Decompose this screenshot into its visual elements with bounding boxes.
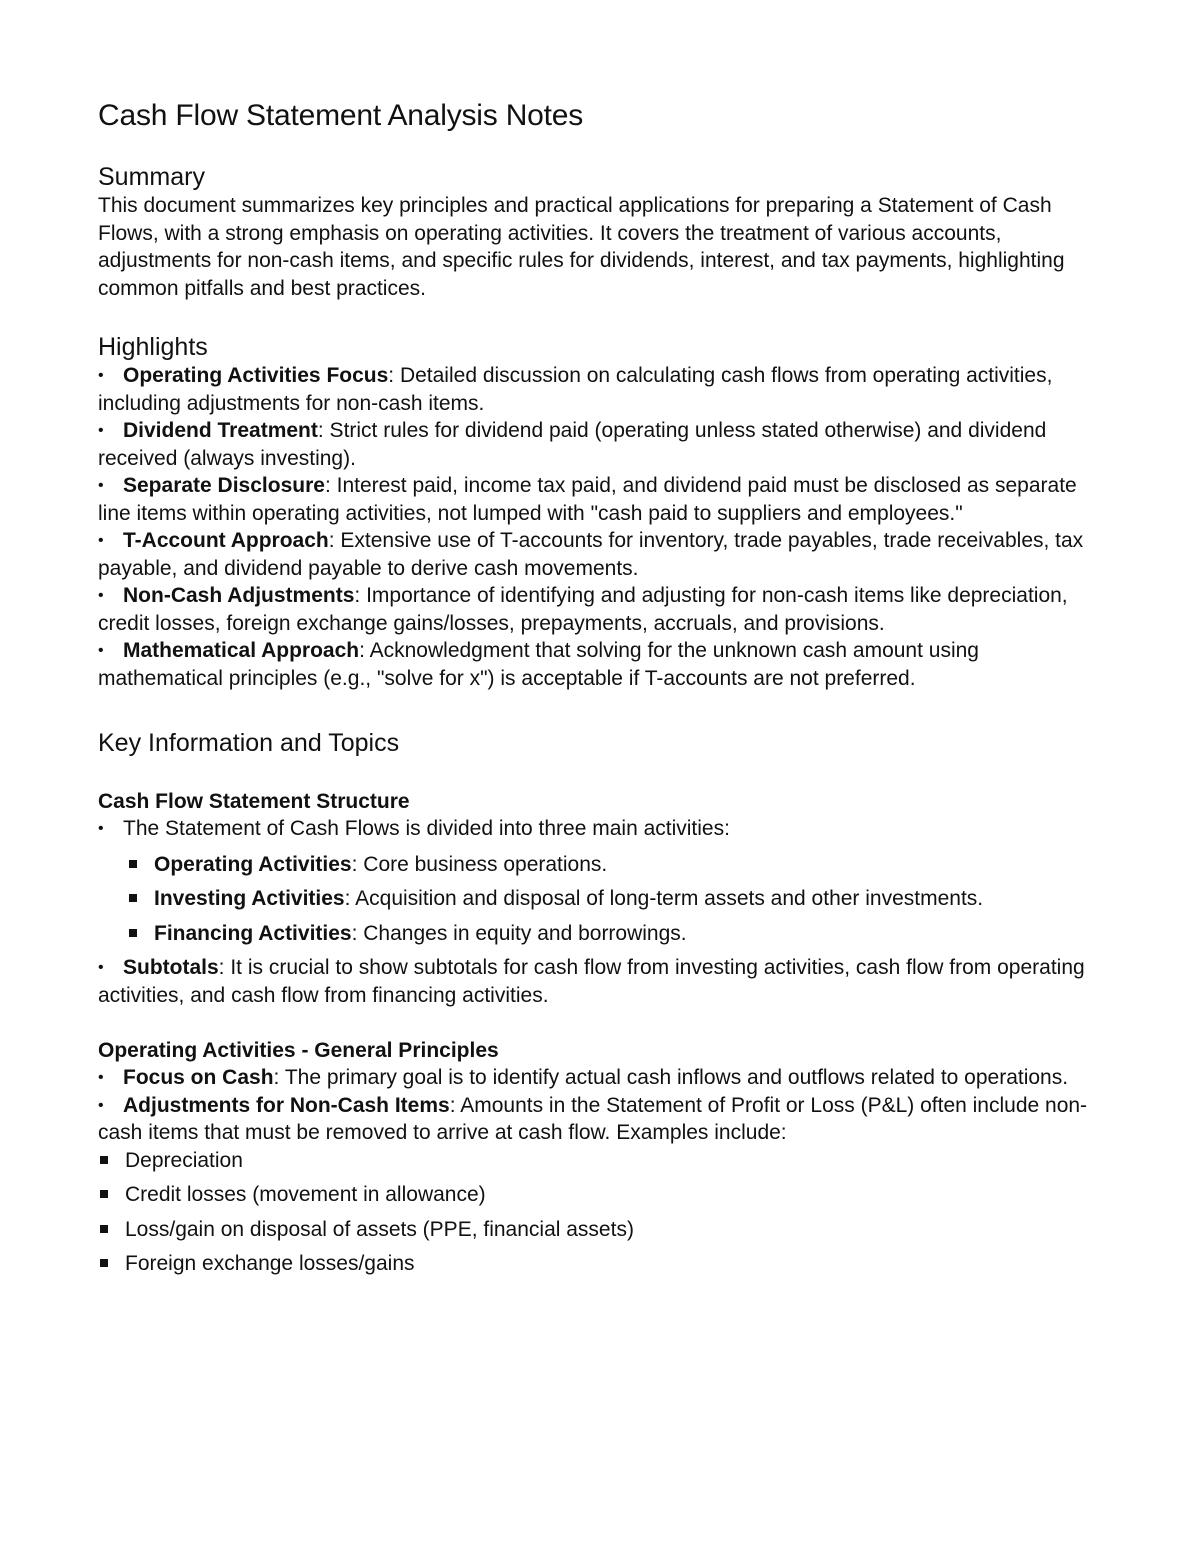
example-item: Credit losses (movement in allowance) — [98, 1181, 1108, 1209]
highlight-item — [98, 417, 1108, 472]
summary-heading: Summary — [98, 163, 205, 191]
square-bullet-icon — [129, 929, 137, 937]
square-bullet-icon — [100, 1156, 108, 1164]
highlights-list — [98, 362, 1108, 692]
key-info-heading: Key Information and Topics — [98, 729, 400, 757]
activity-item — [98, 920, 1108, 948]
adjustments-text: : Amounts in the Statement of Profit or Loss (P&L) often include non-cash items that must be removed to arrive at cash flow. Examples include: — [98, 1093, 1088, 1144]
subtotals-item — [98, 954, 1108, 1009]
bullet-icon: • — [98, 820, 104, 837]
example-item: Loss/gain on disposal of assets (PPE, financial assets) — [98, 1216, 1108, 1244]
activity-label: Investing Activities — [154, 887, 345, 910]
highlight-label: Non-Cash Adjustments — [123, 584, 355, 607]
focus-label: Focus on Cash — [123, 1066, 274, 1089]
example-item: Foreign exchange losses/gains — [98, 1250, 1108, 1278]
structure-heading: Cash Flow Statement Structure — [98, 790, 410, 813]
bullet-icon: • — [98, 532, 104, 549]
activity-item — [98, 851, 1108, 879]
square-bullet-icon — [129, 860, 137, 868]
focus-text: : The primary goal is to identify actual cash inflows and outflows related to operations. — [273, 1066, 1069, 1089]
focus-item — [98, 1064, 1108, 1092]
highlight-item — [98, 527, 1108, 582]
highlight-label: Separate Disclosure — [123, 474, 325, 497]
highlight-label: Operating Activities Focus — [123, 364, 389, 387]
bullet-icon: • — [98, 1096, 104, 1114]
bullet-icon: • — [98, 477, 104, 494]
bullet-icon: • — [98, 587, 104, 604]
highlight-text: : Acknowledgment that solving for the unknown cash amount using mathematical principles (e.g., "solve for x") is acceptable if T-accounts are not preferred. — [98, 639, 979, 690]
highlight-text: : Strict rules for dividend paid (operating unless stated otherwise) and dividend received (always investing). — [98, 419, 1047, 470]
activity-label: Operating Activities — [154, 852, 352, 876]
highlight-item — [98, 362, 1108, 417]
highlight-label: Dividend Treatment — [123, 419, 318, 442]
highlight-text: : Importance of identifying and adjusting for non-cash items like depreciation, credit losses, foreign exchange gains/losses, prepayments, accruals, and provisions. — [98, 584, 1068, 635]
document-page — [98, 96, 1108, 1285]
highlight-text: : Extensive use of T-accounts for inventory, trade payables, trade receivables, tax payable, and dividend payable to derive cash movements. — [98, 529, 1084, 580]
activity-label: Financing Activities — [154, 921, 352, 945]
highlight-text: : Interest paid, income tax paid, and dividend paid must be disclosed as separate line items within operating activities, not lumped with "cash paid to suppliers and employees." — [98, 474, 1077, 525]
adjustments-item — [98, 1092, 1108, 1147]
bullet-icon: • — [98, 367, 104, 384]
square-bullet-icon — [100, 1190, 108, 1198]
highlights-heading: Highlights — [98, 333, 208, 361]
highlight-item — [98, 637, 1108, 692]
bullet-icon: • — [98, 1069, 104, 1086]
highlight-item — [98, 582, 1108, 637]
subtotals-text: : It is crucial to show subtotals for cash flow from investing activities, cash flow from operating activities, and cash flow from financing activities. — [98, 956, 1085, 1007]
bullet-icon: • — [98, 422, 104, 439]
activity-item — [98, 885, 1108, 913]
activity-text: : Core business operations. — [351, 852, 608, 876]
highlight-item — [98, 472, 1108, 527]
subtotals-label: Subtotals — [123, 956, 219, 979]
highlight-text: : Detailed discussion on calculating cash flows from operating activities, including adjustments for non-cash items. — [98, 364, 1053, 415]
square-bullet-icon — [100, 1225, 108, 1233]
summary-text: This document summarizes key principles and practical applications for preparing a Statement of Cash Flows, with a strong emphasis on operating activities. It covers the treatment of various accounts, adjustments for non-cash items, and specific rules for dividends, interest, and tax payments, highlighting common pitfalls and best practices. — [98, 194, 1065, 300]
operating-heading: Operating Activities - General Principles — [98, 1039, 499, 1062]
highlight-label: Mathematical Approach — [123, 639, 360, 662]
activity-text: : Acquisition and disposal of long-term assets and other investments. — [344, 887, 984, 910]
document-title: Cash Flow Statement Analysis Notes — [98, 99, 584, 132]
bullet-icon: • — [98, 642, 104, 659]
structure-intro: • The Statement of Cash Flows is divided into three main activities: — [98, 815, 1108, 843]
adjustments-label: Adjustments for Non-Cash Items — [123, 1093, 450, 1117]
square-bullet-icon — [129, 894, 137, 902]
highlight-label: T-Account Approach — [123, 529, 329, 552]
bullet-icon: • — [98, 959, 104, 976]
example-item: Depreciation — [98, 1147, 1108, 1175]
activity-text: : Changes in equity and borrowings. — [351, 921, 687, 945]
square-bullet-icon — [100, 1259, 108, 1267]
